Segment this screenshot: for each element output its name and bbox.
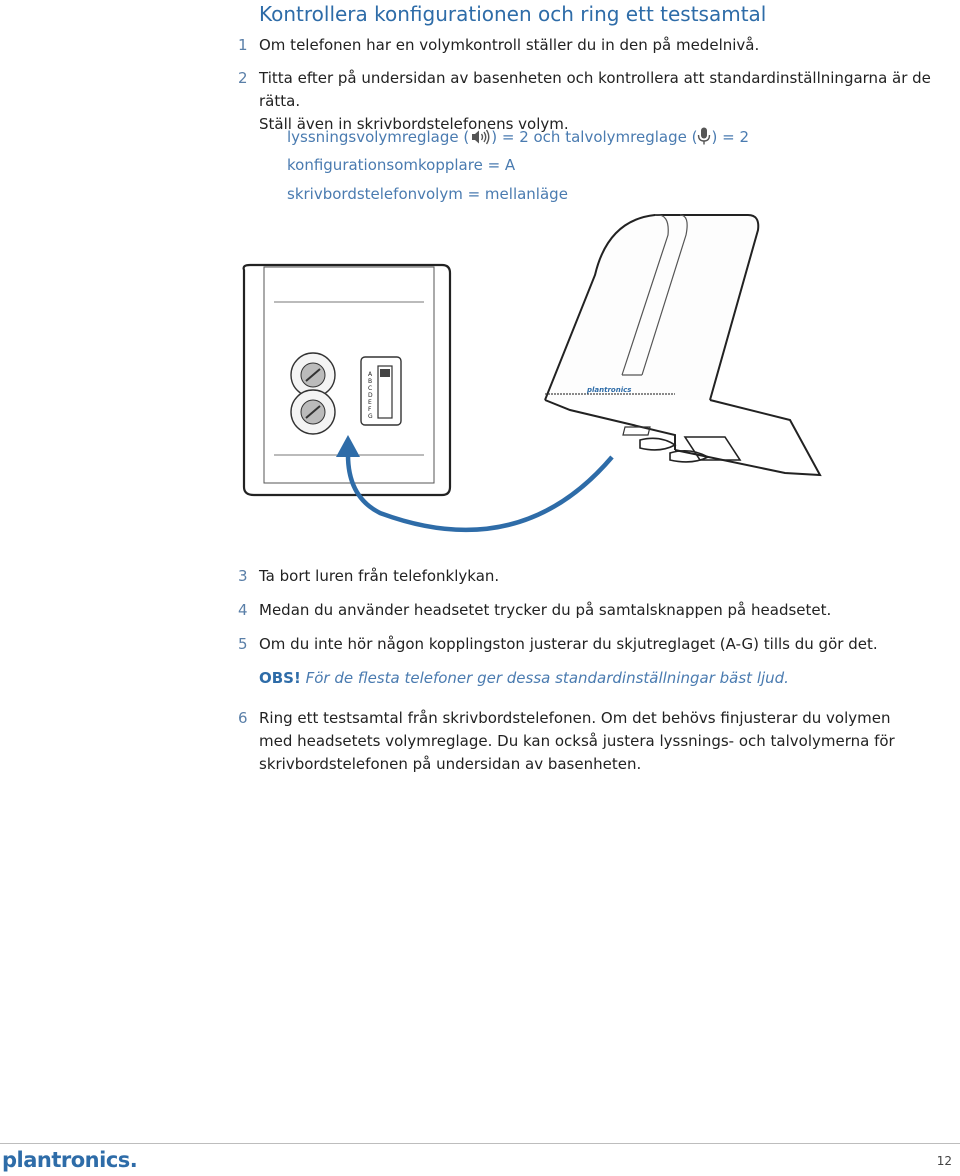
switch-letter: G [368,413,373,420]
switch-letter: A [368,371,373,378]
switch-letter: C [368,385,373,392]
phone-volume-setting: skrivbordstelefonvolym = mellanläge [287,185,568,203]
talk-volume-dial [291,390,335,434]
base-unit-3d [545,215,820,475]
page-number: 12 [936,1154,952,1168]
rotation-arrow [336,435,612,530]
step-number: 2 [238,69,248,87]
note [259,667,789,690]
step-number: 1 [238,36,248,54]
microphone-icon [697,127,711,149]
step-3 [238,565,939,588]
switch-letter: E [368,399,372,406]
step-number: 5 [238,635,248,653]
note-label: OBS! [259,669,301,687]
config-switch-setting: konfigurationsomkopplare = A [287,156,516,174]
switch-letter: F [368,406,372,413]
step-text-line: Ställ även in skrivbordstelefonens volym. [259,115,569,133]
footer-logo: plantronics. [2,1148,138,1172]
step-text: Om du inte hör någon kopplingston justerar du skjutreglaget (A-G) tills du gör det. [259,635,878,653]
step-text-line: skrivbordstelefonen på undersidan av basenheten. [259,755,642,773]
switch-letter: B [368,378,373,385]
switch-letter: D [368,392,373,399]
step-text-line: Ring ett testsamtal från skrivbordstelefonen. Om det behövs finjusterar du volymen [259,709,891,727]
listen-volume-label: lyssningsvolymreglage ( [287,128,470,146]
base-unit-illustration [230,205,830,555]
step-number: 4 [238,601,248,619]
step-text: Ta bort luren från telefonklykan. [259,567,500,585]
speaker-volume-icon [469,129,491,149]
step-text-line: Titta efter på undersidan av basenheten och kontrollera att standardinställningarna är de rätta. [259,69,931,110]
step-5 [238,633,939,656]
talk-volume-value: ) = 2 [711,128,749,146]
note-text: För de flesta telefoner ger dessa standardinställningar bäst ljud. [305,669,789,687]
step-number: 3 [238,567,248,585]
step-text: Medan du använder headsetet trycker du på samtalsknappen på headsetet. [259,601,832,619]
step-text: Om telefonen har en volymkontroll ställer du in den på medelnivå. [259,36,760,54]
base-brand-label: plantronics [587,386,632,394]
config-switch [361,357,401,425]
step-number: 6 [238,709,248,727]
step-text-line: med headsetets volymreglage. Du kan också justera lyssnings- och talvolymerna för [259,732,895,750]
volume-settings-line [287,127,749,149]
step-6 [238,707,939,776]
page-title: Kontrollera konfigurationen och ring ett testsamtal [259,2,767,26]
footer-divider [0,1143,960,1144]
step-2 [238,67,939,136]
talk-volume-label: ) = 2 och talvolymreglage ( [491,128,698,146]
step-1 [238,34,939,57]
step-4 [238,599,939,622]
